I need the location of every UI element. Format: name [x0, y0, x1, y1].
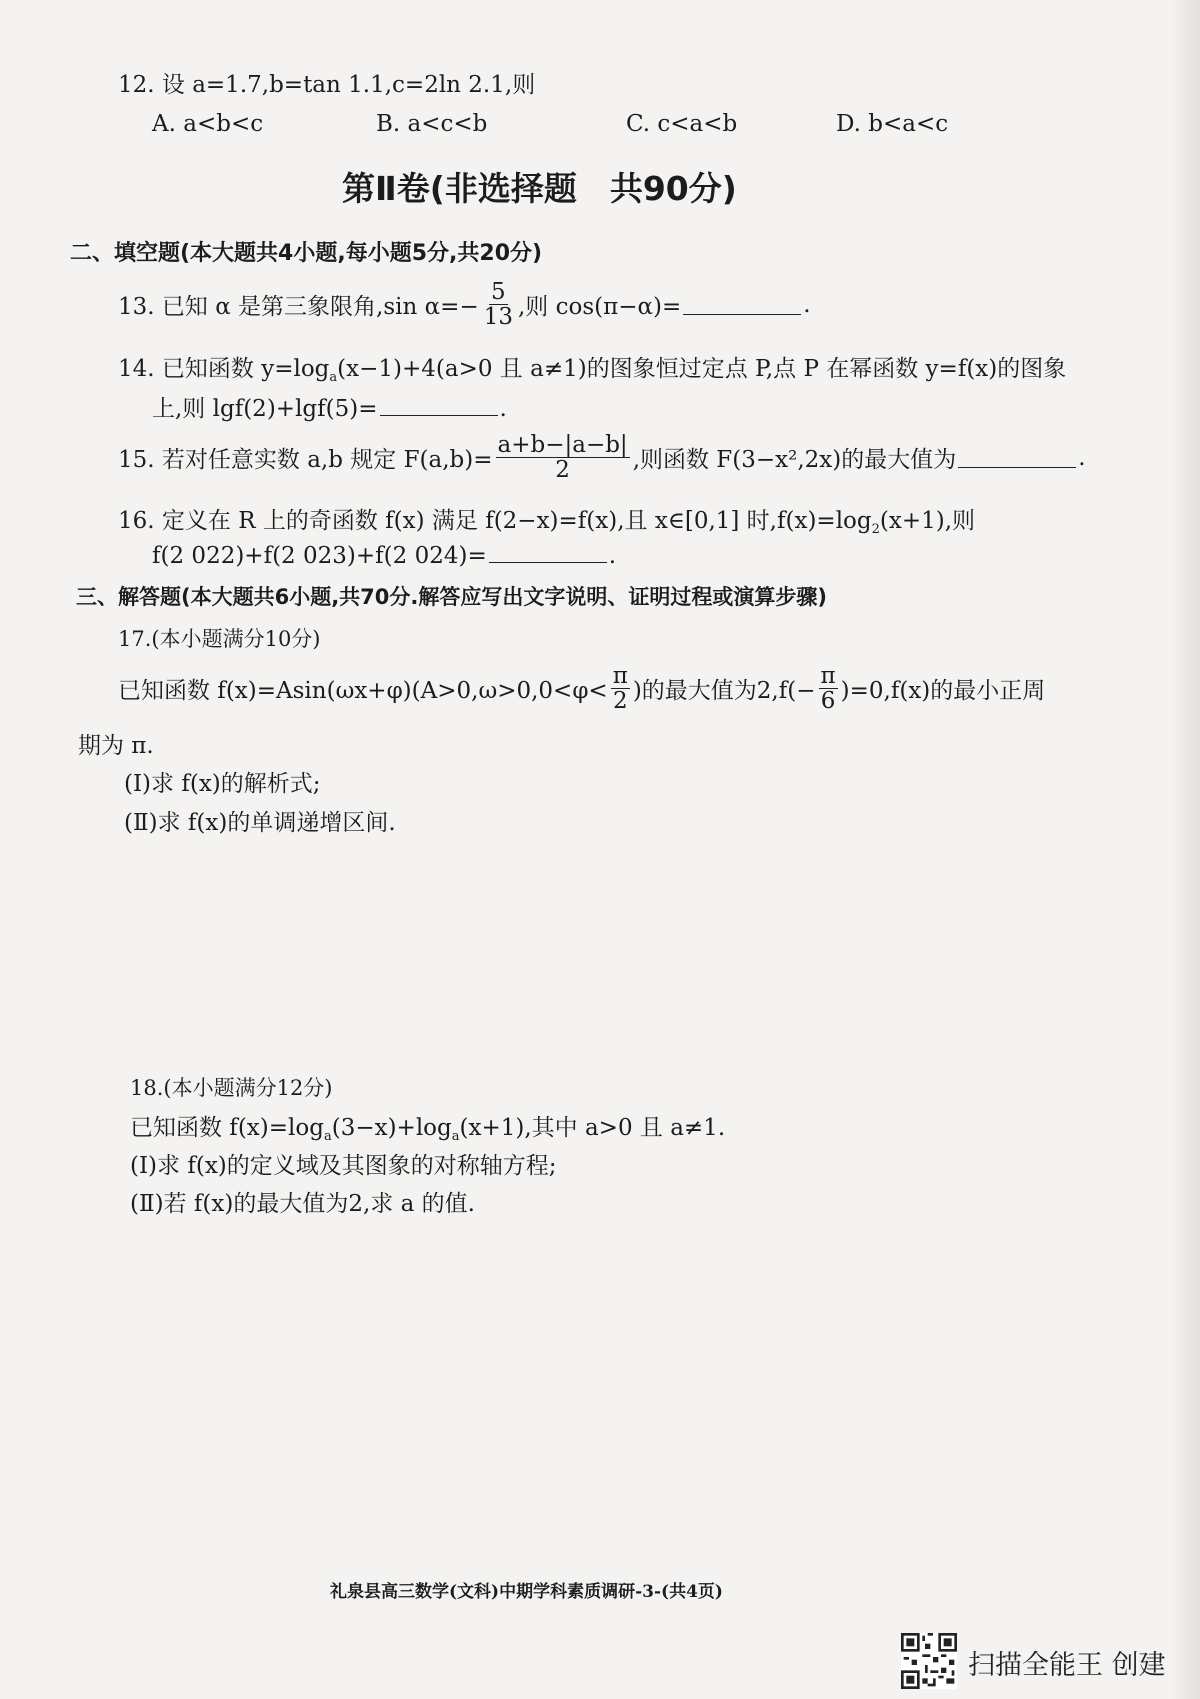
q16-line1-rest: (x+1),则	[879, 508, 976, 534]
q14-line2-text: 上,则 lgf(2)+lgf(5)=	[152, 396, 378, 422]
q14-answer-blank	[380, 395, 498, 416]
q18-part1: (Ⅰ)求 f(x)的定义域及其图象的对称轴方程;	[130, 1153, 557, 1179]
page-edge-shadow	[1170, 0, 1200, 1699]
q17-title: 17.(本小题满分10分)	[118, 627, 321, 651]
q15-pre: 15. 若对任意实数 a,b 规定 F(a,b)=	[118, 447, 493, 474]
q18-mid: (3−x)+log	[331, 1115, 452, 1141]
q14-line1-pre: 14. 已知函数 y=log	[118, 356, 330, 382]
q14-line1	[118, 350, 1066, 383]
q16-log-base: 2	[871, 522, 880, 537]
q15-frac-den: 2	[555, 457, 570, 484]
q16-answer-blank	[489, 542, 607, 563]
q13-pre: 13. 已知 α 是第三象限角,sin α=−	[118, 294, 479, 321]
section2-heading: 二、填空题(本大题共4小题,每小题5分,共20分)	[70, 241, 543, 266]
q12-stem: 12. 设 a=1.7,b=tan 1.1,c=2ln 2.1,则	[118, 72, 536, 98]
q13-frac-den: 13	[483, 304, 513, 331]
q17-frac2-den: 6	[820, 688, 836, 715]
q17-mid: )的最大值为2,f(−	[632, 678, 816, 705]
q16-line1-pre: 16. 定义在 R 上的奇函数 f(x) 满足 f(2−x)=f(x),且 x∈[0,1] 时,f(x)=log	[118, 508, 872, 534]
section3-heading: 三、解答题(本大题共6小题,共70分.解答应写出文字说明、证明过程或演算步骤)	[76, 585, 827, 609]
q17-fraction-2	[819, 664, 838, 713]
q15-answer-blank	[958, 447, 1076, 468]
q17-pre: 已知函数 f(x)=Asin(ωx+φ)(A>0,ω>0,0<φ<	[118, 678, 608, 705]
q18-log-base-1: a	[323, 1129, 332, 1144]
q15-fraction	[496, 433, 630, 482]
part2-title: 第Ⅱ卷(非选择题 共90分)	[342, 169, 737, 208]
q18-post: (x+1),其中 a>0 且 a≠1.	[459, 1115, 726, 1141]
q12-option-c: C. c<a<b	[626, 111, 738, 137]
q18-title: 18.(本小题满分12分)	[130, 1076, 333, 1100]
q17-frac1-num: π	[612, 663, 628, 689]
q18-log-base-2: a	[451, 1129, 460, 1144]
q13-frac-num: 5	[491, 279, 506, 305]
q16-line2-text: f(2 022)+f(2 023)+f(2 024)=	[152, 543, 487, 569]
q17-post: )=0,f(x)的最小正周	[840, 678, 1046, 705]
qr-code-icon	[901, 1633, 957, 1689]
q14-log-base: a	[329, 370, 338, 385]
q17-stem	[118, 664, 1045, 713]
q15: 15. 若对任意实数 a,b 规定 F(a,b)= $\frac{a+b-|a-b|}{2}$ ,则函数 F(3−x²,2x)的最大值为 .	[118, 432, 1086, 484]
page-footer: 礼泉县高三数学(文科)中期学科素质调研-3-(共4页)	[330, 1582, 723, 1602]
q16-line2: f(2 022)+f(2 023)+f(2 024)= .	[152, 543, 617, 569]
q12-option-d: D. b<a<c	[836, 111, 949, 137]
q15-post: ,则函数 F(3−x²,2x)的最大值为	[632, 447, 957, 474]
q17-line2: 期为 π.	[78, 733, 154, 759]
q18-pre: 已知函数 f(x)=log	[130, 1115, 324, 1141]
q13-fraction	[482, 280, 515, 329]
q12-option-a: A. a<b<c	[152, 111, 264, 137]
q17-part1: (Ⅰ)求 f(x)的解析式;	[124, 771, 321, 797]
q17-fraction-1	[611, 664, 630, 713]
q12-option-b: B. a<c<b	[376, 111, 488, 137]
q13: 13. 已知 α 是第三象限角,sin α=− $\frac{5}{13}$ ,则 cos(π−α)= .	[118, 279, 811, 331]
q17-part2: (Ⅱ)求 f(x)的单调递增区间.	[124, 810, 396, 836]
q18-part2: (Ⅱ)若 f(x)的最大值为2,求 a 的值.	[130, 1191, 475, 1217]
q13-post: ,则 cos(π−α)=	[518, 294, 682, 321]
q13-answer-blank	[683, 294, 801, 315]
q17-frac2-num: π	[820, 663, 836, 689]
q14-line1-rest: (x−1)+4(a>0 且 a≠1)的图象恒过定点 P,点 P 在幂函数 y=f(x)的图象	[337, 356, 1067, 382]
q17-frac1-den: 2	[612, 688, 628, 715]
q15-frac-num: a+b−|a−b|	[497, 432, 628, 458]
q18-stem	[130, 1109, 725, 1142]
q14-line2: 上,则 lgf(2)+lgf(5)= .	[152, 396, 507, 422]
scanner-watermark: 扫描全能王 创建	[968, 1650, 1166, 1681]
q16-line1	[118, 502, 975, 535]
